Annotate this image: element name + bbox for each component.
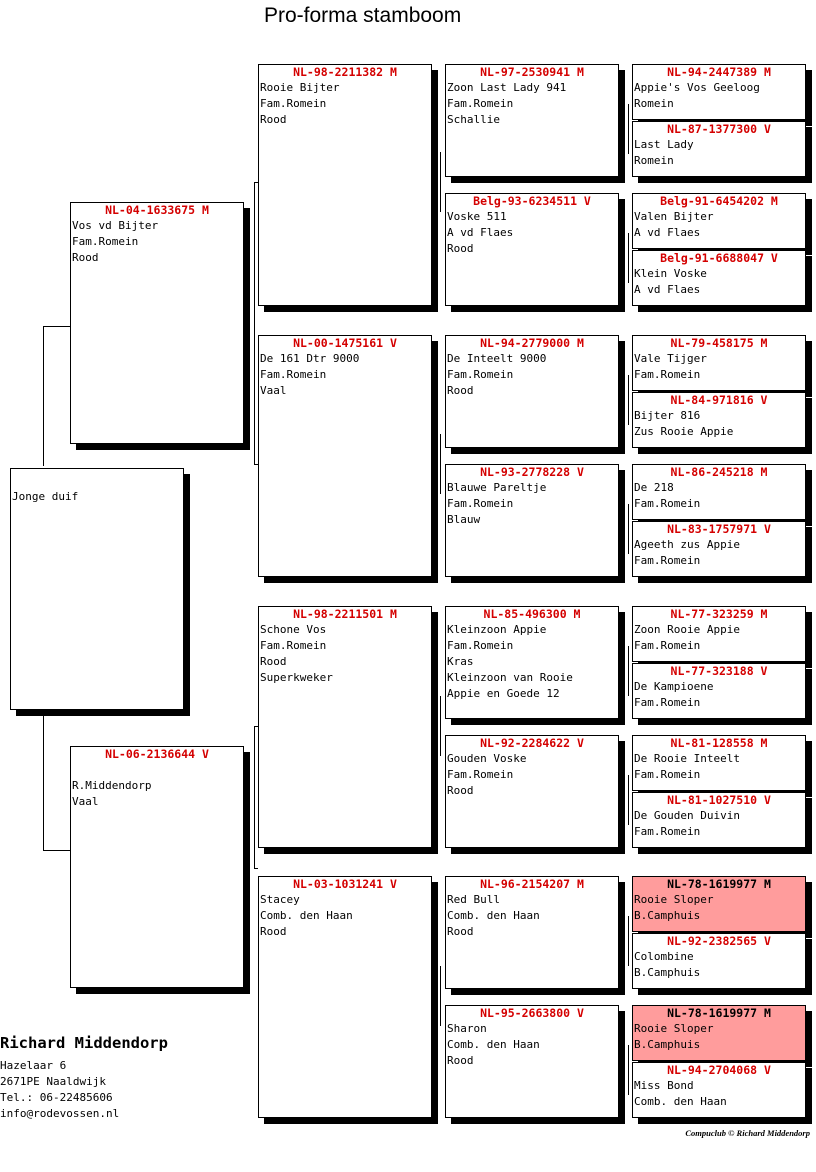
pigeon-info-line: A vd Flaes [634, 226, 701, 239]
pigeon-info-line: Appie en Goede 12 [447, 687, 560, 700]
ring-number: NL-87-1377300 V [667, 122, 771, 136]
grandparent-box [258, 335, 432, 577]
ring-number: NL-78-1619977 M [667, 877, 771, 891]
pigeon-info-line: B.Camphuis [634, 909, 701, 922]
ring-number: NL-98-2211501 M [293, 607, 397, 621]
ring-number: NL-00-1475161 V [293, 336, 397, 350]
pigeon-info-line: Rood [447, 384, 474, 397]
pigeon-info-line: Comb. den Haan [634, 1095, 727, 1108]
ring-number: NL-81-128558 M [670, 736, 768, 750]
ring-number: NL-78-1619977 M [667, 1006, 771, 1020]
pigeon-info-line: Voske 511 [447, 210, 507, 223]
grandparent-box [258, 876, 432, 1118]
connector-line [43, 326, 44, 466]
ring-number: NL-77-323259 M [670, 607, 768, 621]
sire-box [70, 202, 244, 444]
pigeon-info-line: Superkweker [260, 671, 333, 684]
pigeon-info-line: Rood [260, 925, 287, 938]
grandparent-box [258, 606, 432, 848]
ring-number: NL-85-496300 M [483, 607, 581, 621]
ring-number: NL-84-971816 V [670, 393, 768, 407]
pigeon-info-line: De Rooie Inteelt [634, 752, 740, 765]
pigeon-info-line [71, 762, 243, 778]
pigeon-info-line: Fam.Romein [260, 368, 327, 381]
pigeon-info-line: Fam.Romein [634, 368, 701, 381]
pigeon-info-line: Vos vd Bijter [72, 219, 159, 232]
ring-number: NL-06-2136644 V [105, 747, 209, 761]
pigeon-info-line: Kleinzoon Appie [447, 623, 547, 636]
pigeon-info-line: Rooie Sloper [634, 893, 714, 906]
connector-line [628, 504, 629, 554]
pigeon-info-line: R.Middendorp [72, 779, 152, 792]
connector-line [628, 775, 629, 825]
pigeon-info-line: Rood [447, 925, 474, 938]
pigeon-info-line: Rood [447, 1054, 474, 1067]
connector-line [43, 850, 70, 851]
pigeon-info-line: Schone Vos [260, 623, 327, 636]
great-great-grandparent-box [632, 1005, 806, 1061]
owner-address-street: Hazelaar 6 [0, 1059, 67, 1072]
pigeon-info-line: De Kampioene [634, 680, 714, 693]
pigeon-info-line: Valen Bijter [634, 210, 714, 223]
connector-line [254, 726, 255, 868]
ring-number: NL-97-2530941 M [480, 65, 584, 79]
great-grandparent-box [445, 64, 619, 177]
ring-number: NL-04-1633675 M [105, 203, 209, 217]
pigeon-info-line: Romein [634, 97, 674, 110]
ring-number: NL-94-2447389 M [667, 65, 771, 79]
pigeon-info-line: Blauw [447, 513, 481, 526]
owner-email[interactable]: info@rodevossen.nl [0, 1107, 120, 1120]
pigeon-info-line: Ageeth zus Appie [634, 538, 740, 551]
pigeon-info-line: Appie's Vos Geeloog [634, 81, 760, 94]
great-grandparent-box [445, 193, 619, 306]
connector-line [43, 712, 44, 850]
ring-number: NL-92-2382565 V [667, 934, 771, 948]
pigeon-info-line: Romein [634, 154, 674, 167]
pigeon-info-line: Comb. den Haan [447, 1038, 540, 1051]
connector-line [254, 726, 258, 727]
pigeon-info-line: Sharon [447, 1022, 487, 1035]
ring-number: NL-94-2704068 V [667, 1063, 771, 1077]
ring-number: Belg-91-6454202 M [660, 194, 778, 208]
pigeon-info-line: Fam.Romein [447, 368, 514, 381]
pigeon-info-line: Fam.Romein [72, 235, 139, 248]
subject-name: Jonge duif [12, 490, 79, 503]
pigeon-info-line: Fam.Romein [634, 554, 701, 567]
great-great-grandparent-box [632, 876, 806, 932]
owner-name: Richard Middendorp [0, 1034, 168, 1052]
connector-line [43, 326, 70, 327]
pigeon-info-line: Rooie Sloper [634, 1022, 714, 1035]
pigeon-info-line: Kras [447, 655, 474, 668]
great-grandparent-box [445, 335, 619, 448]
pigeon-info-line: Fam.Romein [260, 639, 327, 652]
pigeon-info-line: Fam.Romein [447, 768, 514, 781]
great-grandparent-box [445, 464, 619, 577]
connector-line [440, 152, 441, 212]
connector-line [440, 434, 441, 494]
pigeon-info-line: Fam.Romein [634, 768, 701, 781]
footer-credit: Compuclub © Richard Middendorp [685, 1128, 810, 1138]
ring-number: NL-94-2779000 M [480, 336, 584, 350]
pigeon-info-line: Klein Voske [634, 267, 707, 280]
pigeon-info-line: Zoon Rooie Appie [634, 623, 740, 636]
ring-number: NL-98-2211382 M [293, 65, 397, 79]
pigeon-info-line: Rood [72, 251, 99, 264]
great-great-grandparent-box [632, 193, 806, 249]
pigeon-info-line: Fam.Romein [634, 696, 701, 709]
dam-box [70, 746, 244, 988]
pigeon-info-line: Zus Rooie Appie [634, 425, 734, 438]
great-grandparent-box [445, 1005, 619, 1118]
pigeon-info-line: De Inteelt 9000 [447, 352, 547, 365]
pigeon-info-line: Fam.Romein [634, 825, 701, 838]
great-great-grandparent-box [632, 392, 806, 448]
ring-number: NL-93-2778228 V [480, 465, 584, 479]
pigeon-info-line: Rood [447, 784, 474, 797]
pigeon-info-line: Last Lady [634, 138, 694, 151]
ring-number: NL-86-245218 M [670, 465, 768, 479]
great-great-grandparent-box [632, 250, 806, 306]
pigeon-info-line: Miss Bond [634, 1079, 694, 1092]
pigeon-info-line: Fam.Romein [260, 97, 327, 110]
pigeon-info-line: Kleinzoon van Rooie [447, 671, 573, 684]
subject-pigeon-box [10, 468, 184, 710]
pigeon-info-line: Comb. den Haan [447, 909, 540, 922]
great-great-grandparent-box [632, 792, 806, 848]
connector-line [628, 646, 629, 696]
pigeon-info-line: Rood [447, 242, 474, 255]
pigeon-info-line: B.Camphuis [634, 1038, 701, 1051]
ring-number: NL-81-1027510 V [667, 793, 771, 807]
pigeon-info-line: Vaal [260, 384, 287, 397]
pigeon-info-line: Bijter 816 [634, 409, 701, 422]
pigeon-info-line: Colombine [634, 950, 694, 963]
owner-phone: Tel.: 06-22485606 [0, 1091, 113, 1104]
great-great-grandparent-box [632, 663, 806, 719]
pigeon-info-line: Gouden Voske [447, 752, 527, 765]
pigeon-info-line: Rooie Bijter [260, 81, 340, 94]
great-great-grandparent-box [632, 1062, 806, 1118]
ring-number: NL-79-458175 M [670, 336, 768, 350]
ring-number: NL-03-1031241 V [293, 877, 397, 891]
great-grandparent-box [445, 606, 619, 719]
pigeon-info-line: Fam.Romein [447, 639, 514, 652]
ring-number: NL-96-2154207 M [480, 877, 584, 891]
pigeon-info-line: Vaal [72, 795, 99, 808]
pigeon-info-line: A vd Flaes [447, 226, 514, 239]
connector-line [628, 233, 629, 283]
great-great-grandparent-box [632, 335, 806, 391]
ring-number: NL-83-1757971 V [667, 522, 771, 536]
great-great-grandparent-box [632, 606, 806, 662]
ring-number: Belg-93-6234511 V [473, 194, 591, 208]
connector-line [628, 104, 629, 154]
pigeon-info-line: A vd Flaes [634, 283, 701, 296]
great-great-grandparent-box [632, 933, 806, 989]
great-great-grandparent-box [632, 121, 806, 177]
pigeon-info-line: De 161 Dtr 9000 [260, 352, 360, 365]
ring-number: Belg-91-6688047 V [660, 251, 778, 265]
pigeon-info-line: De 218 [634, 481, 674, 494]
pigeon-info-line: Fam.Romein [634, 497, 701, 510]
pigeon-info-line: Vale Tijger [634, 352, 707, 365]
pigeon-info-line: Blauwe Pareltje [447, 481, 547, 494]
connector-line [628, 916, 629, 966]
connector-line [254, 182, 258, 183]
pigeon-info-line: Rood [260, 655, 287, 668]
owner-address-city: 2671PE Naaldwijk [0, 1075, 106, 1088]
great-great-grandparent-box [632, 64, 806, 120]
ring-number: NL-92-2284622 V [480, 736, 584, 750]
pigeon-info-line: Schallie [447, 113, 500, 126]
pigeon-info-line: Rood [260, 113, 287, 126]
page-title: Pro-forma stamboom [264, 4, 462, 27]
connector-line [254, 182, 255, 464]
connector-line [628, 375, 629, 425]
great-great-grandparent-box [632, 464, 806, 520]
pigeon-info-line: B.Camphuis [634, 966, 701, 979]
connector-line [254, 464, 258, 465]
great-grandparent-box [445, 876, 619, 989]
connector-line [440, 966, 441, 1026]
pigeon-info-line: Comb. den Haan [260, 909, 353, 922]
pigeon-info-line: Stacey [260, 893, 300, 906]
pigeon-info-line: Fam.Romein [447, 97, 514, 110]
great-great-grandparent-box [632, 521, 806, 577]
ring-number: NL-95-2663800 V [480, 1006, 584, 1020]
connector-line [440, 696, 441, 756]
pigeon-info-line: Fam.Romein [447, 497, 514, 510]
pigeon-info-line: Red Bull [447, 893, 500, 906]
pigeon-info-line: Zoon Last Lady 941 [447, 81, 567, 94]
pigeon-info-line: De Gouden Duivin [634, 809, 740, 822]
pigeon-info-line: Fam.Romein [634, 639, 701, 652]
great-great-grandparent-box [632, 735, 806, 791]
connector-line [628, 1045, 629, 1095]
great-grandparent-box [445, 735, 619, 848]
ring-number: NL-77-323188 V [670, 664, 768, 678]
connector-line [254, 868, 258, 869]
grandparent-box [258, 64, 432, 306]
